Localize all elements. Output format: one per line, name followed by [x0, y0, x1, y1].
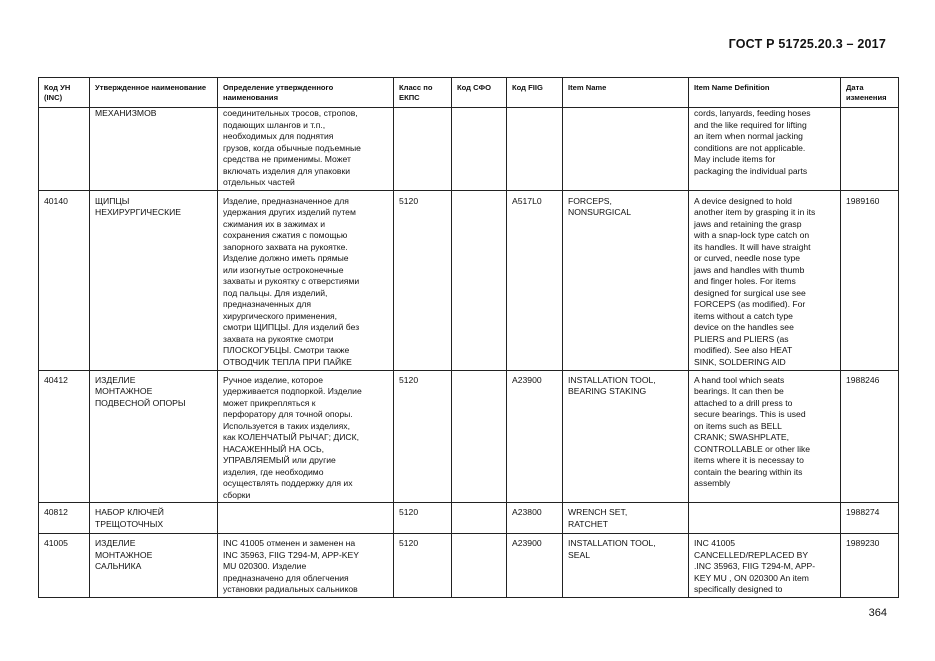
col-header-inc: Код УН (INC) — [39, 78, 90, 108]
table-row — [39, 503, 899, 534]
cell-item-name-definition — [689, 503, 841, 534]
cell-item-name: WRENCH SET, RATCHET — [563, 503, 689, 534]
cell-ekps-class: 5120 — [394, 190, 452, 370]
col-header-ekps-class: Класс по ЕКПС — [394, 78, 452, 108]
cell-ekps-class — [394, 108, 452, 191]
cell-approved-name: ИЗДЕЛИЕ МОНТАЖНОЕ ПОДВЕСНОЙ ОПОРЫ — [90, 370, 218, 503]
cell-inc: 40140 — [39, 190, 90, 370]
cell-item-name-definition: cords, lanyards, feeding hoses and the like required for lifting an item when normal jacking conditions are not applicable. May include items for packaging the individual parts — [689, 108, 841, 191]
cell-sfo-code — [452, 370, 507, 503]
col-header-change-date: Дата изменения — [841, 78, 899, 108]
document-code: ГОСТ Р 51725.20.3 – 2017 — [728, 37, 886, 51]
cell-fiig-code: A23900 — [507, 534, 563, 598]
cell-item-name — [563, 108, 689, 191]
col-header-sfo-code: Код СФО — [452, 78, 507, 108]
table-header-row — [39, 78, 899, 108]
page-number: 364 — [868, 607, 887, 619]
table-row — [39, 370, 899, 503]
cell-approved-name: ИЗДЕЛИЕ МОНТАЖНОЕ САЛЬНИКА — [90, 534, 218, 598]
item-name-table — [38, 77, 899, 598]
cell-change-date: 1988274 — [841, 503, 899, 534]
cell-sfo-code — [452, 190, 507, 370]
cell-change-date: 1989230 — [841, 534, 899, 598]
cell-ekps-class: 5120 — [394, 534, 452, 598]
col-header-item-name-definition: Item Name Definition — [689, 78, 841, 108]
col-header-definition: Определение утвержденного наименования — [218, 78, 394, 108]
col-header-approved-name: Утвержденное наименование — [90, 78, 218, 108]
col-header-item-name: Item Name — [563, 78, 689, 108]
cell-inc: 40812 — [39, 503, 90, 534]
cell-inc — [39, 108, 90, 191]
cell-definition: Изделие, предназначенное для удержания других изделий путем сжимания их в зажимах и сохранения сжатия с помощью запорного захвата на рукоятке. Изделие должно иметь прямые или изогнутые остроконечные захваты и рукоятку с отверстиями под пальцы. Для изделий, предназначенных для хирургического применения, смотри ЩИПЦЫ. Для изделий без захвата на рукоятке смотри ПЛОСКОГУБЦЫ. Смотри также ОТВОДЧИК ТЕПЛА ПРИ ПАЙКЕ — [218, 190, 394, 370]
cell-ekps-class: 5120 — [394, 503, 452, 534]
cell-definition: соединительных тросов, стропов, подающих шлангов и т.п., необходимых для поднятия грузов, когда обычные подъемные средства не применимы. Может включать изделия для упаковки отдельных частей — [218, 108, 394, 191]
cell-change-date: 1989160 — [841, 190, 899, 370]
cell-item-name: FORCEPS, NONSURGICAL — [563, 190, 689, 370]
cell-item-name-definition: A hand tool which seats bearings. It can then be attached to a drill press to secure bearings. This is used on items such as BELL CRANK; SWASHPLATE, CONTROLLABLE or other like items where it is necessay to contain the bearing within its assembly — [689, 370, 841, 503]
table-row — [39, 534, 899, 598]
cell-fiig-code — [507, 108, 563, 191]
cell-approved-name: МЕХАНИЗМОВ — [90, 108, 218, 191]
cell-fiig-code: A23900 — [507, 370, 563, 503]
cell-inc: 41005 — [39, 534, 90, 598]
cell-definition: INC 41005 отменен и заменен на INC 35963, FIIG T294-M, APP-KEY MU 020300. Изделие предназначено для облегчения установки радиальных сальников — [218, 534, 394, 598]
cell-item-name: INSTALLATION TOOL, SEAL — [563, 534, 689, 598]
cell-approved-name: НАБОР КЛЮЧЕЙ ТРЕЩОТОЧНЫХ — [90, 503, 218, 534]
cell-ekps-class: 5120 — [394, 370, 452, 503]
cell-definition: Ручное изделие, которое удерживается подпоркой. Изделие может прикрепляться к перфоратору для точной опоры. Используется в таких изделиях, как КОЛЕНЧАТЫЙ РЫЧАГ; ДИСК, НАСАЖЕННЫЙ НА ОСЬ, УПРАВЛЯЕМЫЙ или другие изделия, где необходимо осуществлять поддержку для их сборки — [218, 370, 394, 503]
cell-sfo-code — [452, 108, 507, 191]
cell-item-name-definition: A device designed to hold another item by grasping it in its jaws and retaining the grasp with a snap-lock type catch on its handles. It will have straight or curved, needle nose type jaws and handles with thumb and finger holes. For items designed for surgical use see FORCEPS (as modified). For items without a catch type device on the handles see PLIERS and PLIERS (as modified). See also HEAT SINK, SOLDERING AID — [689, 190, 841, 370]
cell-change-date — [841, 108, 899, 191]
cell-definition — [218, 503, 394, 534]
cell-sfo-code — [452, 534, 507, 598]
cell-approved-name: ЩИПЦЫ НЕХИРУРГИЧЕСКИЕ — [90, 190, 218, 370]
col-header-fiig-code: Код FIIG — [507, 78, 563, 108]
cell-fiig-code: A517L0 — [507, 190, 563, 370]
table-row — [39, 108, 899, 191]
cell-item-name: INSTALLATION TOOL, BEARING STAKING — [563, 370, 689, 503]
table-row — [39, 190, 899, 370]
cell-item-name-definition: INC 41005 CANCELLED/REPLACED BY .INC 35963, FIIG T294-M, APP- KEY MU , ON 020300 An item specifically designed to — [689, 534, 841, 598]
cell-change-date: 1988246 — [841, 370, 899, 503]
cell-fiig-code: A23800 — [507, 503, 563, 534]
cell-inc: 40412 — [39, 370, 90, 503]
cell-sfo-code — [452, 503, 507, 534]
